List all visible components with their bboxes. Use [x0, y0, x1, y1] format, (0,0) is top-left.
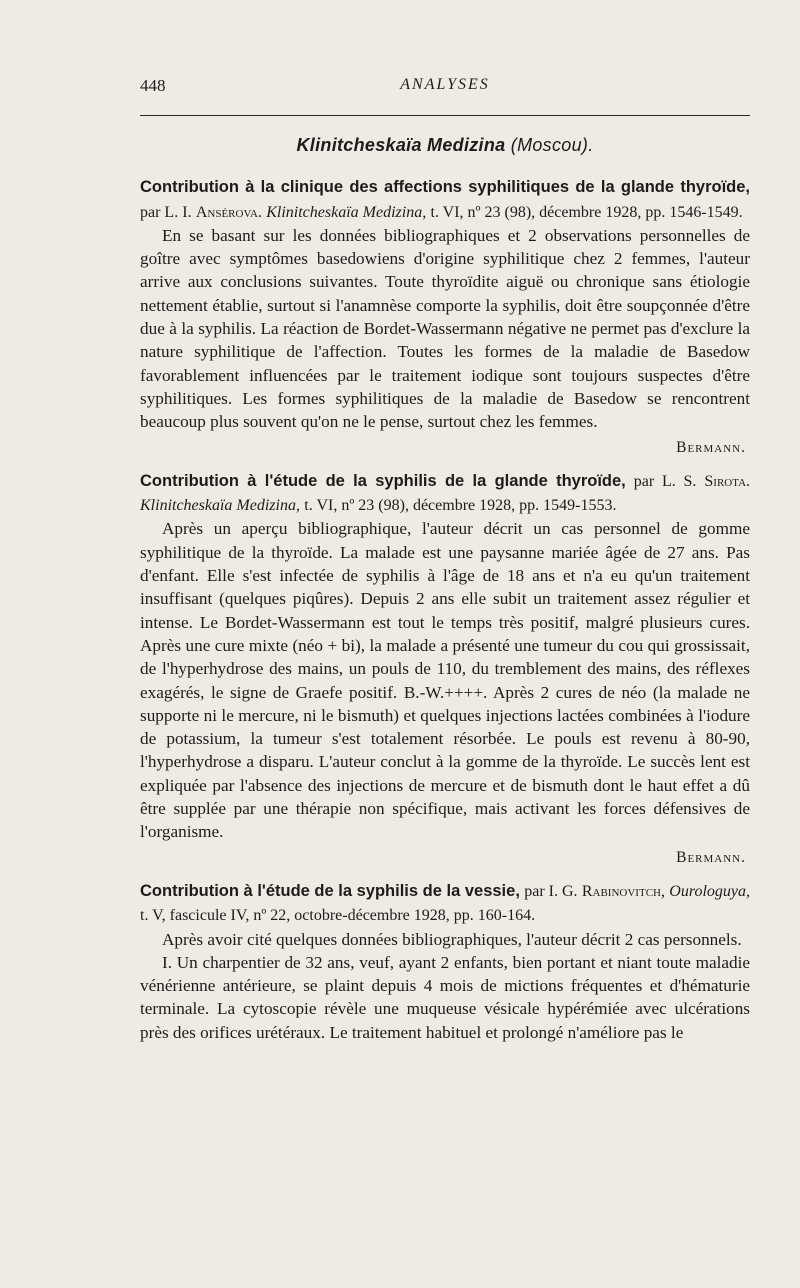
article-heading [140, 879, 750, 928]
article-paragraph: Après un aperçu bibliographique, l'auteur décrit un cas personnel de gomme syphilitique de la thyroïde. La malade est une paysanne mariée âgée de 27 ans. Pas d'enfant. Elle s'est infectée de syphilis à l'âge de 18 ans et n'a eu qu'un traitement insuffisant (quelques piqûres). Depuis 2 ans elle subit un traitement assez régulier et intense. Le Bordet-Wassermann est tout le temps très positif, malgré plusieurs cures. Après une cure mixte (néo + bi), la malade a présenté une tumeur du cou qui grossissait, de l'hyperhydrose des mains, un pouls de 110, du tremblement des mains, des réflexes exagérés, le signe de Graefe positif. B.-W.++++. Après 2 cures de néo (la malade ne supporte ni le mercure, ni le bismuth) et quelques injections lactées combinées à l'iodure de potassium, la tumeur s'est totalement résorbée. Le pouls est revenu à 80-90, l'hyperhydrose a disparu. L'auteur conclut à la gomme de la thyroïde. Le succès lent est expliquée par l'absence des injections de mercure et de bismuth dont le haut effet a dû être supplée par une thérapie non spécifique, mais activant les forces défensives de l'organisme. [140, 519, 750, 842]
article-author: Sirota. [704, 472, 751, 490]
page-number: 448 [140, 76, 166, 95]
running-title: ANALYSES [400, 76, 490, 93]
journal-place: (Moscou). [510, 135, 594, 155]
article-author: Rabinovitch, [581, 882, 665, 900]
article-2 [140, 469, 750, 869]
article-journal: Klinitcheskaïa Medizina, [266, 203, 427, 221]
article-ref: t. VI, nº 23 (98), décembre 1928, pp. 1546-1549. [430, 203, 743, 221]
article-3 [140, 879, 750, 1044]
header-rule [140, 115, 750, 116]
article-ref: t. VI, nº 23 (98), décembre 1928, pp. 1549-1553. [304, 497, 617, 515]
article-journal: Ourologuya, [669, 882, 751, 900]
article-ref: t. V, fascicule IV, nº 22, octobre-décembre 1928, pp. 160-164. [140, 907, 536, 925]
article-heading [140, 175, 750, 224]
article-paragraph: I. Un charpentier de 32 ans, veuf, ayant 2 enfants, bien portant et niant toute maladie vénérienne antérieure, se plaint depuis 4 mois de mictions fréquentes et d'hématurie terminale. La cytoscopie révèle une muqueuse vésicale hypérémiée avec ulcérations près des orifices urétéraux. Le traitement habituel et prolongé n'améliore pas le [140, 952, 750, 1042]
article-title: Contribution à l'étude de la syphilis de la vessie, [140, 881, 520, 900]
article-title: Contribution à l'étude de la syphilis de la glande thyroïde, [140, 471, 626, 490]
article-by: par L. S. [633, 472, 697, 490]
article-1 [140, 175, 750, 459]
article-journal: Klinitcheskaïa Medizina, [140, 497, 300, 515]
article-signature: Bermann. [676, 848, 746, 866]
article-by: par L. I. [140, 203, 192, 221]
page-header [140, 76, 750, 104]
page-content [140, 134, 750, 1044]
article-title: Contribution à la clinique des affections syphilitiques de la glande thyroïde, [140, 178, 750, 197]
article-paragraph: Après avoir cité quelques données bibliographiques, l'auteur décrit 2 cas personnels. [162, 929, 742, 949]
article-by: par I. G. [524, 882, 578, 900]
article-signature: Bermann. [676, 438, 746, 456]
article-paragraph: En se basant sur les données bibliographiques et 2 observations personnelles de goître avec symptômes basedowiens d'origine syphilitique chez 2 femmes, l'auteur arrive aux conclusions suivantes. Toute thyroïdite aiguë ou chronique sans étiologie nettement établie, surtout si l'anamnèse comporte la syphilis, doit être soupçonnée d'être due à la syphilis. La réaction de Bordet-Wassermann négative ne permet pas d'exclure la nature syphilitique de l'affection. Toutes les formes de la maladie de Basedow favorablement influencées par le traitement iodique sont toujours suspectes d'être syphilitiques. Les formes syphilitiques de la maladie de Basedow se rencontrent beaucoup plus souvent qu'on ne le pense, surtout chez les femmes. [140, 225, 750, 432]
article-author: Ansérova. [195, 203, 262, 221]
article-heading [140, 469, 750, 518]
journal-name: Klinitcheskaïa Medizina [296, 135, 506, 155]
journal-title [140, 134, 750, 157]
